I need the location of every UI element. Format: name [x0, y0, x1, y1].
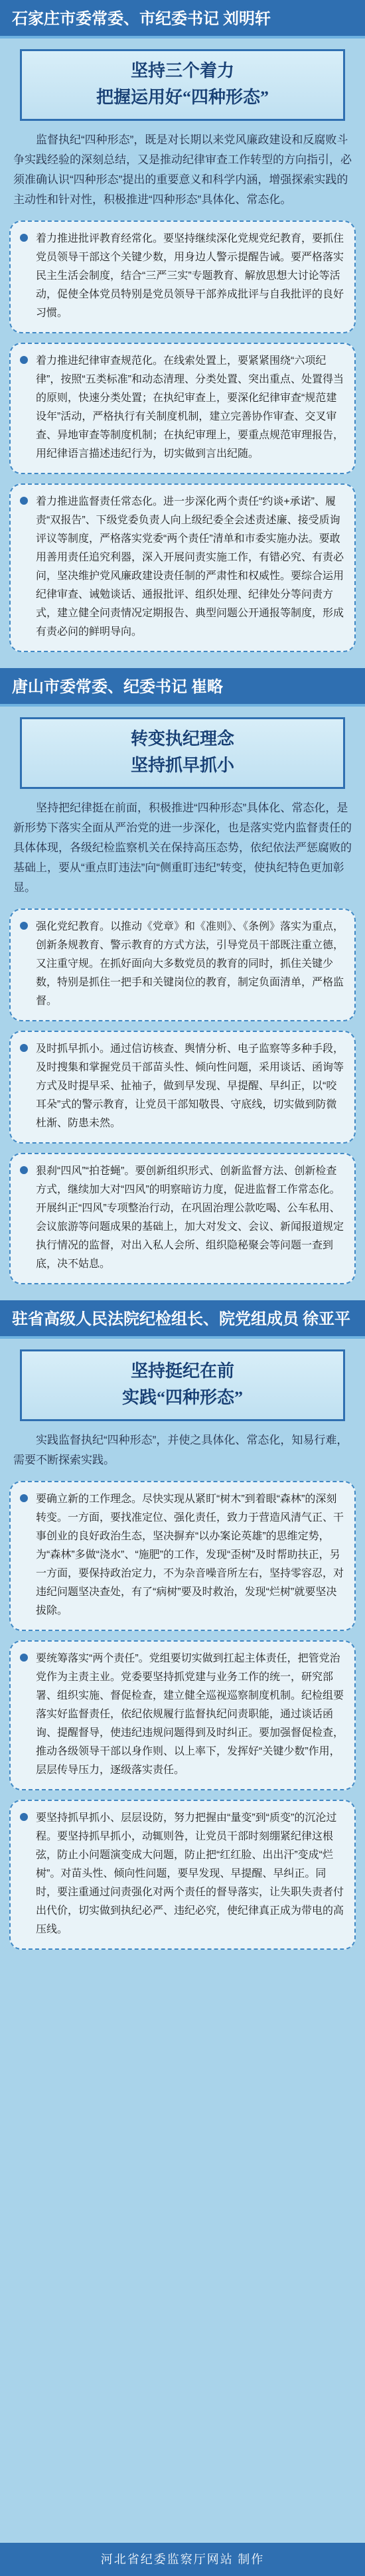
section-1-bullet-1-text: 着力推进批评教育经常化。要坚持继续深化党规党纪教育，要抓住党员领导干部这个关键少数，用身边人警示提醒告诫。要严格落实民主生活会制度，结合“三严三实”专题教育、解放思想大讨论等活动，促使全体党员特别是党员领导干部养成批评与自我批评的良好习惯。: [36, 233, 344, 319]
section-3: [0, 1300, 365, 1966]
section-2: [0, 668, 365, 1300]
section-3-bullet-3: [9, 1800, 356, 1950]
section-2-intro: 坚持把纪律挺在前面，积极推进“四种形态”具体化、常态化，是新形势下落实全面从严治党的进一步深化，也是落实党内监督责任的具体体现，各级纪检监察机关在保持高压态势，依纪依法严惩腐败的基础上，要从“重点盯违法”向“侧重盯违纪”转变，使执纪特色更加彰显。: [13, 802, 352, 894]
bullet-dot-icon: [20, 356, 28, 364]
section-1-bullet-1: [9, 220, 356, 333]
section-1-title-line-2: 把握运用好“四种形态”: [96, 88, 269, 107]
bullet-dot-icon: [20, 1654, 28, 1662]
section-1-intro: 监督执纪“四种形态”，既是对长期以来党风廉政建设和反腐败斗争实践经验的深刻总结，又是推动纪律审查工作转型的方向指引，必须准确认识“四种形态”提出的重要意义和科学内涵，增强探索实践的主动性和针对性，积极推进“四种形态”具体化、常态化。: [13, 133, 352, 206]
section-1: [0, 0, 365, 668]
section-1-bullet-3: [9, 483, 356, 652]
bullet-dot-icon: [20, 1044, 28, 1052]
bullet-dot-icon: [20, 1813, 28, 1821]
section-2-title-line-2: 坚持抓早抓小: [130, 756, 234, 775]
bullet-dot-icon: [20, 1494, 28, 1502]
section-3-title-box: [20, 1349, 345, 1421]
section-1-bullet-3-text: 着力推进监督责任常态化。进一步深化两个责任“约谈+承诺”、履责“双报告”、下级党委负责人向上级纪委全会述责述廉、接受质询评议等制度，严格落实党委“两个责任”清单和市委实施办法。要敢用善用责任追究利器，深入开展问责实施工作，有错必究、有责必问，坚决维护党风廉政建设责任制的严肃性和权威性。要综合运用纪律审查、诫勉谈话、通报批评、组织处理、纪律处分等问责方式，建立健全问责情况定期报告、典型问题公开通报等制度，形成有责必问的鲜明导向。: [36, 496, 344, 638]
bullet-dot-icon: [20, 922, 28, 930]
section-2-speaker-band: 唐山市委常委、纪委书记 崔略: [0, 668, 365, 707]
bullet-dot-icon: [20, 497, 28, 505]
section-2-title-line-1: 转变执纪理念: [130, 729, 234, 748]
section-2-title-box: [20, 717, 345, 789]
section-3-title-line-2: 实践“四种形态”: [121, 1388, 243, 1407]
section-2-bullet-1: [9, 908, 356, 1021]
section-2-bullet-1-text: 强化党纪教育。以推动《党章》和《准则》、《条例》落实为重点，创新条规教育、警示教育的方式方法，引导党员干部既注重立德，又注重守规。在抓好面向大多数党员的教育的同时，抓住关键少数，特别是抓住一把手和关键岗位的教育，制定负面清单，严格监督。: [36, 921, 344, 1007]
section-1-speaker-band: 石家庄市委常委、市纪委书记 刘明轩: [0, 0, 365, 39]
section-1-title-line-1: 坚持三个着力: [130, 61, 234, 80]
section-1-title-box: [20, 49, 345, 121]
section-2-bullet-2-text: 及时抓早抓小。通过信访核查、舆情分析、电子监察等多种手段，及时搜集和掌握党员干部苗头性、倾向性问题，采用谈话、函询等方式及时提早采、扯袖子，做到早发现、早提醒、早纠正，以“咬耳朵”式的警示教育，让党员干部知敬畏、守底线，切实做到防微杜渐、防患未然。: [36, 1043, 344, 1129]
section-1-bullet-2-text: 着力推进纪律审查规范化。在线索处置上，要紧紧围绕“六项纪律”，按照“五类标准”和动态清理、分类处置、突出重点、处置得当的原则，快速分类处置；在执纪审查上，要深化纪律审查“规范建设年”活动，严格执行有关制度机制，建立完善协作审查、交叉审查、异地审查等制度机制；在执纪审理上，要重点规范审理报告，用纪律语言描述违纪行为，切实做到言出纪随。: [36, 355, 344, 460]
section-3-title-line-1: 坚持挺纪在前: [130, 1361, 234, 1381]
footer-credit: 河北省纪委监察厅网站 制作: [0, 2543, 365, 2576]
section-3-bullet-2: [9, 1640, 356, 1790]
section-3-speaker-band: 驻省高级人民法院纪检组长、院党组成员 徐亚平: [0, 1300, 365, 1339]
section-3-bullet-1-text: 要确立新的工作理念。尽快实现从紧盯“树木”到着眼“森林”的深刻转变。一方面，要找准定位、强化责任，致力于营造风清气正、干事创业的良好政治生态，坚决摒弃“以办案论英雄”的思维定势，为“森林”多做“浇水”、“施肥”的工作，发现“歪树”及时帮助扶正，另一方面，要保持政治定力，不为杂音噪音所左右，坚持零容忍，对违纪问题坚决查处，有了“病树”要及时救治，发现“烂树”就要坚决拔除。: [36, 1494, 344, 1616]
section-3-bullet-2-text: 要统筹落实“两个责任”。党组要切实做到扛起主体责任，把管党治党作为主责主业。党委要坚持抓党建与业务工作的统一，研究部署、组织实施、督促检查，建立健全巡视巡察制度机制。纪检组要落实好监督责任，依纪依规履行监督执纪问责职能，通过谈话函询、提醒督导，使违纪违规问题得到及时纠正。要加强督促检查，推动各级领导干部以身作则、以上率下，发挥好“关键少数”作用，层层传导压力，逐级落实责任。: [36, 1653, 344, 1776]
section-2-bullet-3-text: 狠刹“四风”“拍苍蝇”。要创新组织形式、创新监督方法、创新检查方式，继续加大对“四风”的明察暗访力度，促进监督工作常态化。开展纠正“四风”专项整治行动，在巩固治理公款吃喝、公车私用、会议旅游等问题成果的基础上，加大对发文、会议、新闻报道规定执行情况的监督，对出入私人会所、组织隐秘聚会等问题一查到底，决不姑息。: [36, 1165, 344, 1270]
bullet-dot-icon: [20, 1166, 28, 1174]
bullet-dot-icon: [20, 234, 28, 242]
section-3-intro: 实践监督执纪“四种形态”，并使之具体化、常态化，知易行难，需要不断探索实践。: [13, 1434, 348, 1466]
section-3-bullet-1: [9, 1481, 356, 1631]
section-2-bullet-3: [9, 1153, 356, 1284]
section-1-bullet-2: [9, 343, 356, 474]
section-2-bullet-2: [9, 1031, 356, 1144]
section-3-bullet-3-text: 要坚持抓早抓小、层层设防，努力把握由“量变”到“质变”的沉沦过程。要坚持抓早抓小，动辄则咎，让党员干部时刻绷紧纪律这根弦，防止小问题演变成大问题，防止把“红红脸、出出汗”变成“烂树”。对苗头性、倾向性问题，要早发现、早提醒、早纠正。同时，要注重通过问责强化对两个责任的督导落实，让失职失责者付出代价，切实做到执纪必严、违纪必究，使纪律真正成为带电的高压线。: [36, 1812, 344, 1935]
